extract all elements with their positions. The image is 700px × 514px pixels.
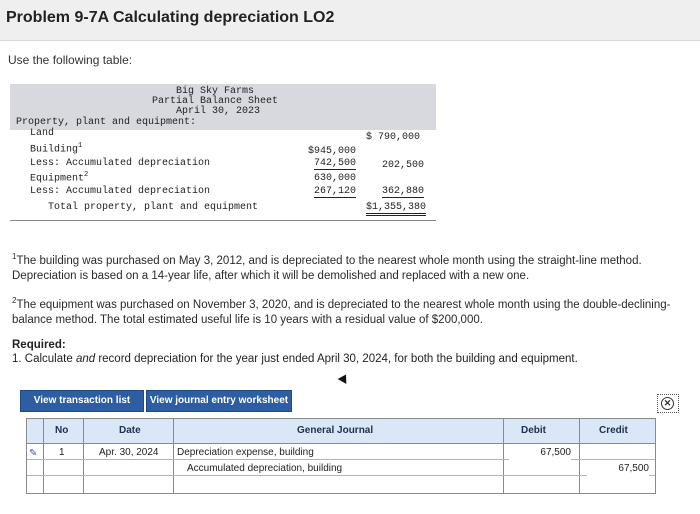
- total-label: Total property, plant and equipment: [48, 202, 259, 213]
- title-bar: [0, 0, 700, 41]
- building-net: 202,500: [382, 160, 425, 171]
- journal-table: [26, 418, 656, 494]
- edit-pencil-icon[interactable]: ✎: [29, 448, 38, 459]
- debit-amount[interactable]: 67,500: [509, 445, 571, 461]
- equipment-net: 362,880: [382, 186, 425, 197]
- header-debit: Debit: [521, 425, 546, 436]
- building-label: Building: [30, 144, 79, 156]
- statement-date: April 30, 2023: [176, 106, 261, 117]
- close-button[interactable]: [657, 394, 679, 413]
- column-divider: [503, 419, 504, 493]
- required-item-prefix: 1. Calculate: [12, 353, 76, 365]
- footnote-1-text: The building was purchased on May 3, 2012, and is depreciated to the nearest whole month using the straight-line method. Depreciation is based on a 14-year life, after which it will be demolished and replaced with a new one.: [12, 254, 642, 282]
- header-credit: Credit: [599, 425, 628, 436]
- column-divider: [43, 419, 44, 493]
- building-amount: $945,000: [308, 146, 357, 157]
- view-journal-entry-worksheet-button[interactable]: View journal entry worksheet: [146, 390, 292, 412]
- required-item-suffix: record depreciation for the year just ended April 30, 2024, for both the building and equipment.: [95, 353, 578, 365]
- balance-sheet-header: [10, 84, 436, 130]
- required-heading: Required:: [12, 339, 66, 351]
- row-divider: [27, 475, 655, 476]
- land-amount: $ 790,000: [366, 132, 421, 143]
- section-label: Property, plant and equipment:: [16, 117, 197, 128]
- header-no: No: [55, 425, 69, 436]
- building-footnote-marker: 1: [78, 142, 83, 150]
- footnote-2-marker: 2: [12, 296, 17, 305]
- equipment-footnote-marker: 2: [84, 171, 89, 179]
- credit-account[interactable]: Accumulated depreciation, building: [187, 463, 343, 474]
- building-accum-dep: 742,500: [314, 158, 357, 169]
- building-label-row: [30, 142, 82, 155]
- footnote-1: [12, 249, 692, 284]
- total-amount: $1,355,380: [366, 202, 426, 216]
- building-less-label: Less: Accumulated depreciation: [30, 158, 211, 169]
- required-item-italic: and: [75, 353, 96, 365]
- page-title: Problem 9-7A Calculating depreciation LO2: [6, 9, 335, 26]
- header-date: Date: [119, 425, 141, 436]
- header-general-journal: General Journal: [297, 425, 374, 436]
- journal-header-row: [27, 419, 655, 444]
- sheet-divider: [10, 220, 436, 221]
- equipment-label: Equipment: [30, 173, 85, 185]
- close-icon: ✕: [661, 397, 674, 410]
- column-divider: [173, 419, 174, 493]
- land-label: Land: [30, 128, 55, 139]
- required-item-1: [12, 353, 578, 365]
- equipment-label-row: [30, 171, 88, 184]
- statement-name: Partial Balance Sheet: [152, 96, 279, 107]
- equipment-less-label: Less: Accumulated depreciation: [30, 186, 211, 197]
- balance-sheet: [10, 84, 436, 220]
- entry-number: 1: [59, 447, 65, 458]
- intro-text: Use the following table:: [8, 53, 133, 67]
- equipment-accum-dep: 267,120: [314, 186, 357, 197]
- company-name: Big Sky Farms: [176, 86, 255, 97]
- debit-account[interactable]: Depreciation expense, building: [177, 447, 314, 458]
- footnote-2: [12, 293, 692, 328]
- equipment-amount: 630,000: [314, 173, 357, 184]
- credit-amount[interactable]: 67,500: [587, 461, 649, 477]
- view-transaction-list-button[interactable]: View transaction list: [20, 390, 144, 412]
- footnote-2-text: The equipment was purchased on November 3, 2020, and is depreciated to the nearest whole month using the double-declining-balance method. The total estimated useful life is 10 years with a residual value of $200,000.: [12, 298, 671, 326]
- entry-date: Apr. 30, 2024: [99, 447, 159, 458]
- column-divider: [579, 419, 580, 493]
- mouse-cursor-icon: [338, 372, 351, 384]
- column-divider: [83, 419, 84, 493]
- footnote-1-marker: 1: [12, 252, 17, 261]
